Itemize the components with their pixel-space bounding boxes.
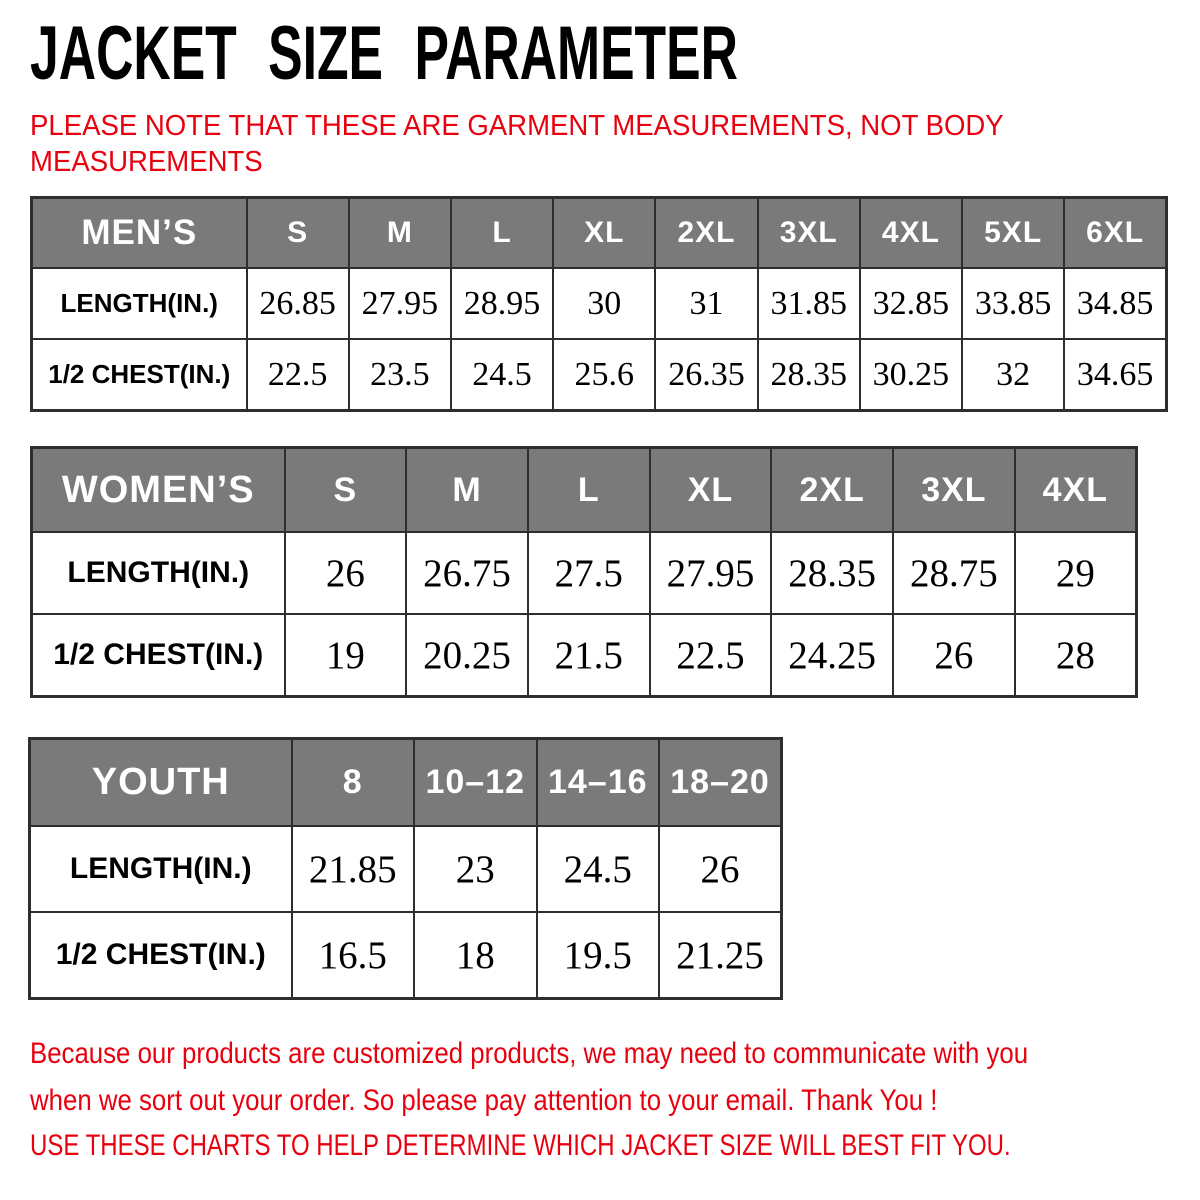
size-column-header: XL — [553, 198, 655, 269]
measurement-value: 24.5 — [537, 826, 660, 912]
measurement-value: 24.5 — [451, 339, 553, 411]
measurement-value: 26 — [659, 826, 782, 912]
size-column-header: S — [247, 198, 349, 269]
row-label: 1/2 CHEST(IN.) — [32, 339, 247, 411]
measurement-value: 33.85 — [962, 268, 1064, 339]
measurement-value: 28 — [1015, 614, 1137, 697]
note-line: MEASUREMENTS — [30, 146, 263, 178]
measurement-value: 27.5 — [528, 532, 650, 614]
header-row — [30, 739, 782, 827]
measurement-value: 32.85 — [860, 268, 962, 339]
measurement-value: 18 — [414, 912, 537, 999]
measurement-value: 19.5 — [537, 912, 660, 999]
size-column-header: L — [528, 448, 650, 533]
measurement-value: 26 — [893, 614, 1015, 697]
row-label: 1/2 CHEST(IN.) — [32, 614, 285, 697]
custom-order-note — [30, 1030, 1028, 1124]
measurement-value: 22.5 — [650, 614, 772, 697]
size-column-header: 10–12 — [414, 739, 537, 827]
measurement-value: 25.6 — [553, 339, 655, 411]
size-column-header: 3XL — [893, 448, 1015, 533]
measurement-value: 24.25 — [771, 614, 893, 697]
youth-size-table — [28, 737, 783, 1000]
measurement-value: 22.5 — [247, 339, 349, 411]
note-line: Because our products are customized products, we may need to communicate with you — [30, 1037, 1029, 1070]
table-row — [30, 826, 782, 912]
note-line: PLEASE NOTE THAT THESE ARE GARMENT MEASUREMENTS, NOT BODY — [30, 110, 1004, 142]
measurement-value: 20.25 — [406, 614, 528, 697]
size-column-header: 2XL — [771, 448, 893, 533]
measurement-value: 26 — [285, 532, 407, 614]
measurement-value: 30 — [553, 268, 655, 339]
measurement-value: 34.85 — [1064, 268, 1166, 339]
page-title: JACKET SIZE PARAMETER — [30, 11, 738, 96]
size-column-header: XL — [650, 448, 772, 533]
measurement-value: 26.75 — [406, 532, 528, 614]
measurement-value: 23 — [414, 826, 537, 912]
measurement-value: 27.95 — [349, 268, 451, 339]
measurement-value: 28.35 — [771, 532, 893, 614]
table-row — [32, 339, 1167, 411]
measurement-value: 16.5 — [292, 912, 415, 999]
womens-group-header: WOMEN’S — [32, 448, 285, 533]
measurement-value: 27.95 — [650, 532, 772, 614]
measurement-value: 28.95 — [451, 268, 553, 339]
youth-size-table-container — [28, 737, 783, 1000]
measurement-value: 21.85 — [292, 826, 415, 912]
size-column-header: 2XL — [655, 198, 757, 269]
measurement-value: 28.75 — [893, 532, 1015, 614]
table-row — [32, 532, 1137, 614]
size-column-header: L — [451, 198, 553, 269]
measurement-value: 26.35 — [655, 339, 757, 411]
measurement-value: 26.85 — [247, 268, 349, 339]
measurement-value: 21.25 — [659, 912, 782, 999]
header-row — [32, 198, 1167, 269]
size-column-header: S — [285, 448, 407, 533]
womens-size-table-container — [30, 446, 1138, 698]
row-label: LENGTH(IN.) — [32, 532, 285, 614]
youth-group-header: YOUTH — [30, 739, 292, 827]
measurement-value: 29 — [1015, 532, 1137, 614]
size-column-header: 6XL — [1064, 198, 1166, 269]
measurement-value: 31 — [655, 268, 757, 339]
mens-group-header: MEN’S — [32, 198, 247, 269]
measurement-value: 21.5 — [528, 614, 650, 697]
table-row — [32, 268, 1167, 339]
womens-size-table — [30, 446, 1138, 698]
header-row — [32, 448, 1137, 533]
size-column-header: 18–20 — [659, 739, 782, 827]
mens-size-table-container — [30, 196, 1168, 412]
size-column-header: 14–16 — [537, 739, 660, 827]
fit-advice-line: USE THESE CHARTS TO HELP DETERMINE WHICH JACKET SIZE WILL BEST FIT YOU. — [30, 1129, 1011, 1162]
measurement-value: 32 — [962, 339, 1064, 411]
row-label: 1/2 CHEST(IN.) — [30, 912, 292, 999]
measurement-value: 34.65 — [1064, 339, 1166, 411]
size-column-header: 4XL — [860, 198, 962, 269]
row-label: LENGTH(IN.) — [30, 826, 292, 912]
size-column-header: M — [406, 448, 528, 533]
mens-size-table — [30, 196, 1168, 412]
size-column-header: 5XL — [962, 198, 1064, 269]
table-row — [30, 912, 782, 999]
measurement-value: 30.25 — [860, 339, 962, 411]
size-column-header: 8 — [292, 739, 415, 827]
row-label: LENGTH(IN.) — [32, 268, 247, 339]
measurement-value: 31.85 — [758, 268, 860, 339]
measurement-value: 28.35 — [758, 339, 860, 411]
size-column-header: 3XL — [758, 198, 860, 269]
garment-measurement-note — [30, 108, 1004, 180]
table-row — [32, 614, 1137, 697]
measurement-value: 23.5 — [349, 339, 451, 411]
size-column-header: 4XL — [1015, 448, 1137, 533]
measurement-value: 19 — [285, 614, 407, 697]
size-column-header: M — [349, 198, 451, 269]
note-line: when we sort out your order. So please pay attention to your email. Thank You ! — [30, 1084, 938, 1117]
